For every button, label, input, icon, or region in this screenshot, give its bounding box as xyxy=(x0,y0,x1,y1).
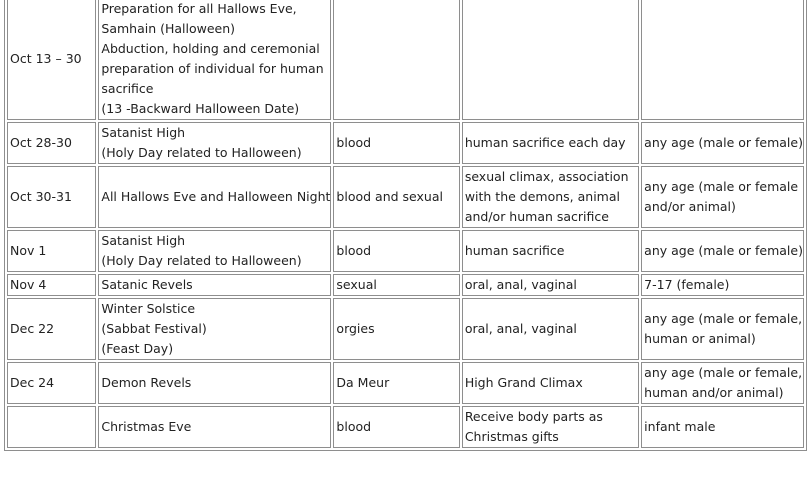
event-cell-line: All Hallows Eve and Halloween Night xyxy=(101,189,331,204)
table-row xyxy=(7,298,804,360)
event-cell xyxy=(98,0,331,120)
calendar-table-body xyxy=(7,0,804,448)
victim-cell-line: human and/or animal) xyxy=(644,385,784,400)
event-cell xyxy=(98,406,331,448)
activity-cell-line: Christmas gifts xyxy=(464,429,559,444)
victim-cell xyxy=(641,274,804,296)
event-cell-line: (Holy Day related to Halloween) xyxy=(101,145,302,160)
event-cell-line: (Holy Day related to Halloween) xyxy=(101,253,302,268)
ritual-type-cell-line: blood xyxy=(336,243,372,258)
ritual-type-cell-line: orgies xyxy=(336,321,375,336)
ritual-type-cell-line: Da Meur xyxy=(336,375,390,390)
event-cell-line: (13 -Backward Halloween Date) xyxy=(101,101,300,116)
ritual-type-cell xyxy=(333,166,459,228)
event-cell-line: Satanist High xyxy=(101,125,186,140)
activity-cell xyxy=(462,166,639,228)
date-cell-text: Nov 4 xyxy=(10,277,47,292)
victim-cell-line: human or animal) xyxy=(644,331,756,346)
date-cell-text: Oct 13 – 30 xyxy=(10,51,82,66)
date-cell xyxy=(7,0,96,120)
table-row xyxy=(7,166,804,228)
event-cell-line: sacrifice xyxy=(101,81,154,96)
table-row xyxy=(7,274,804,296)
activity-cell-line: and/or human sacrifice xyxy=(464,209,609,224)
event-cell xyxy=(98,298,331,360)
event-cell-line: (Feast Day) xyxy=(101,341,174,356)
activity-cell-line: human sacrifice xyxy=(464,243,565,258)
victim-cell xyxy=(641,406,804,448)
event-cell-line: Demon Revels xyxy=(101,375,192,390)
activity-cell xyxy=(462,274,639,296)
date-cell-text: Oct 30-31 xyxy=(10,189,72,204)
activity-cell xyxy=(462,0,639,120)
activity-cell-line: Receive body parts as xyxy=(464,409,603,424)
victim-cell xyxy=(641,0,804,120)
event-cell xyxy=(98,230,331,272)
ritual-type-cell-line: blood xyxy=(336,419,372,434)
victim-cell-line: any age (male or female xyxy=(644,179,799,194)
table-row xyxy=(7,0,804,120)
activity-cell xyxy=(462,406,639,448)
activity-cell-line: oral, anal, vaginal xyxy=(464,277,577,292)
activity-cell-line: sexual climax, association xyxy=(464,169,629,184)
date-cell xyxy=(7,362,96,404)
ritual-type-cell-line: sexual xyxy=(336,277,377,292)
date-cell xyxy=(7,298,96,360)
ritual-type-cell xyxy=(333,230,459,272)
date-cell xyxy=(7,406,96,448)
ritual-type-cell xyxy=(333,274,459,296)
activity-cell xyxy=(462,122,639,164)
table-row xyxy=(7,122,804,164)
victim-cell-line: any age (male or female) xyxy=(644,243,803,258)
victim-cell-line: any age (male or female, xyxy=(644,311,803,326)
activity-cell-line: with the demons, animal xyxy=(464,189,620,204)
event-cell-line: preparation of individual for human xyxy=(101,61,324,76)
event-cell-line: Abduction, holding and ceremonial xyxy=(101,41,320,56)
event-cell-line: Preparation for all Hallows Eve, xyxy=(101,1,297,16)
event-cell xyxy=(98,274,331,296)
ritual-type-cell xyxy=(333,298,459,360)
activity-cell-line: oral, anal, vaginal xyxy=(464,321,577,336)
date-cell xyxy=(7,230,96,272)
victim-cell-line: infant male xyxy=(644,419,716,434)
event-cell xyxy=(98,166,331,228)
victim-cell-line: any age (male or female, xyxy=(644,365,803,380)
activity-cell-line: High Grand Climax xyxy=(464,375,583,390)
event-cell xyxy=(98,362,331,404)
table-row xyxy=(7,230,804,272)
date-cell xyxy=(7,166,96,228)
activity-cell xyxy=(462,298,639,360)
victim-cell xyxy=(641,298,804,360)
event-cell-line: (Sabbat Festival) xyxy=(101,321,207,336)
calendar-table-container xyxy=(4,0,807,451)
ritual-type-cell-line: blood xyxy=(336,135,372,150)
event-cell-line: Winter Solstice xyxy=(101,301,196,316)
victim-cell xyxy=(641,166,804,228)
victim-cell xyxy=(641,122,804,164)
ritual-type-cell xyxy=(333,362,459,404)
ritual-type-cell xyxy=(333,0,459,120)
victim-cell-line: any age (male or female) xyxy=(644,135,803,150)
event-cell-line: Samhain (Halloween) xyxy=(101,21,236,36)
victim-cell-line: 7-17 (female) xyxy=(644,277,730,292)
date-cell-text: Nov 1 xyxy=(10,243,47,258)
date-cell-text: Oct 28-30 xyxy=(10,135,72,150)
event-cell-line: Satanic Revels xyxy=(101,277,193,292)
victim-cell xyxy=(641,362,804,404)
calendar-table xyxy=(4,0,807,451)
event-cell-line: Christmas Eve xyxy=(101,419,192,434)
ritual-type-cell-line: blood and sexual xyxy=(336,189,443,204)
date-cell xyxy=(7,274,96,296)
activity-cell-line: human sacrifice each day xyxy=(464,135,626,150)
ritual-type-cell xyxy=(333,122,459,164)
victim-cell xyxy=(641,230,804,272)
activity-cell xyxy=(462,362,639,404)
table-row xyxy=(7,362,804,404)
date-cell xyxy=(7,122,96,164)
event-cell-line: Satanist High xyxy=(101,233,186,248)
event-cell xyxy=(98,122,331,164)
date-cell-text: Dec 22 xyxy=(10,321,55,336)
date-cell-text: Dec 24 xyxy=(10,375,55,390)
table-row xyxy=(7,406,804,448)
activity-cell xyxy=(462,230,639,272)
ritual-type-cell xyxy=(333,406,459,448)
victim-cell-line: and/or animal) xyxy=(644,199,736,214)
